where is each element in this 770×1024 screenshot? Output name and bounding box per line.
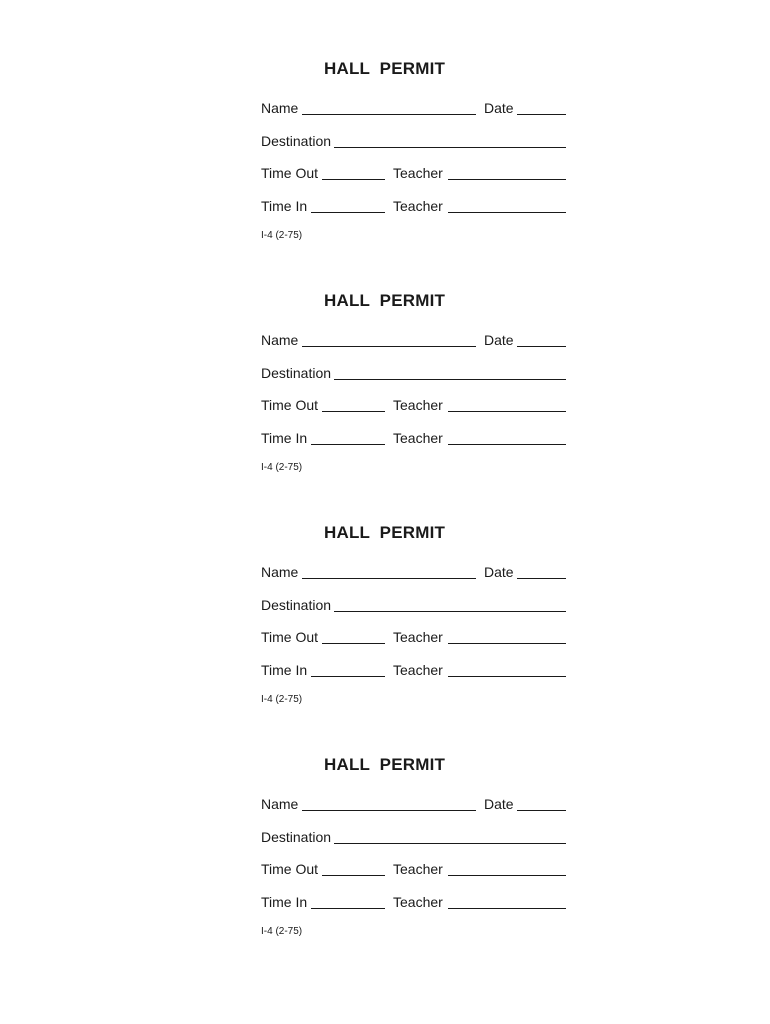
teacher-in-label: Teacher <box>393 430 443 446</box>
teacher-in-label: Teacher <box>393 894 443 910</box>
date-line[interactable] <box>517 810 566 811</box>
teacher-in-line[interactable] <box>448 212 566 213</box>
form-code: I-4 (2-75) <box>261 694 303 705</box>
date-line[interactable] <box>517 346 566 347</box>
teacher-in-label: Teacher <box>393 662 443 678</box>
time-out-line[interactable] <box>322 875 385 876</box>
teacher-out-line[interactable] <box>448 179 566 180</box>
time-out-line[interactable] <box>322 411 385 412</box>
permit-title: HALL PERMIT <box>324 59 446 78</box>
hall-permit <box>0 232 770 473</box>
name-line[interactable] <box>302 114 476 115</box>
teacher-in-line[interactable] <box>448 908 566 909</box>
name-line[interactable] <box>302 346 476 347</box>
time-out-label: Time Out <box>261 397 319 413</box>
destination-line[interactable] <box>334 611 566 612</box>
teacher-out-line[interactable] <box>448 643 566 644</box>
form-code: I-4 (2-75) <box>261 926 303 937</box>
date-label: Date <box>484 564 514 580</box>
time-in-line[interactable] <box>311 444 385 445</box>
name-line[interactable] <box>302 810 476 811</box>
destination-line[interactable] <box>334 147 566 148</box>
time-out-line[interactable] <box>322 179 385 180</box>
destination-label: Destination <box>261 365 332 381</box>
time-in-label: Time In <box>261 198 308 214</box>
date-label: Date <box>484 100 514 116</box>
form-code: I-4 (2-75) <box>261 230 303 241</box>
name-label: Name <box>261 332 299 348</box>
name-label: Name <box>261 796 299 812</box>
teacher-out-label: Teacher <box>393 861 443 877</box>
time-out-label: Time Out <box>261 165 319 181</box>
teacher-in-label: Teacher <box>393 198 443 214</box>
destination-label: Destination <box>261 597 332 613</box>
time-in-line[interactable] <box>311 212 385 213</box>
name-label: Name <box>261 100 299 116</box>
time-out-line[interactable] <box>322 643 385 644</box>
date-line[interactable] <box>517 114 566 115</box>
date-label: Date <box>484 332 514 348</box>
destination-line[interactable] <box>334 843 566 844</box>
permit-title: HALL PERMIT <box>324 291 446 310</box>
permit-title: HALL PERMIT <box>324 523 446 542</box>
form-code: I-4 (2-75) <box>261 462 303 473</box>
name-line[interactable] <box>302 578 476 579</box>
permit-title: HALL PERMIT <box>324 755 446 774</box>
date-label: Date <box>484 796 514 812</box>
teacher-in-line[interactable] <box>448 676 566 677</box>
time-in-label: Time In <box>261 662 308 678</box>
teacher-out-line[interactable] <box>448 411 566 412</box>
teacher-out-line[interactable] <box>448 875 566 876</box>
time-in-line[interactable] <box>311 676 385 677</box>
destination-label: Destination <box>261 133 332 149</box>
teacher-out-label: Teacher <box>393 397 443 413</box>
hall-permit <box>0 464 770 705</box>
teacher-out-label: Teacher <box>393 165 443 181</box>
destination-line[interactable] <box>334 379 566 380</box>
hall-permit <box>0 696 770 937</box>
hall-permit <box>0 0 770 241</box>
teacher-out-label: Teacher <box>393 629 443 645</box>
time-in-label: Time In <box>261 894 308 910</box>
time-in-line[interactable] <box>311 908 385 909</box>
time-out-label: Time Out <box>261 861 319 877</box>
teacher-in-line[interactable] <box>448 444 566 445</box>
time-out-label: Time Out <box>261 629 319 645</box>
name-label: Name <box>261 564 299 580</box>
date-line[interactable] <box>517 578 566 579</box>
time-in-label: Time In <box>261 430 308 446</box>
destination-label: Destination <box>261 829 332 845</box>
